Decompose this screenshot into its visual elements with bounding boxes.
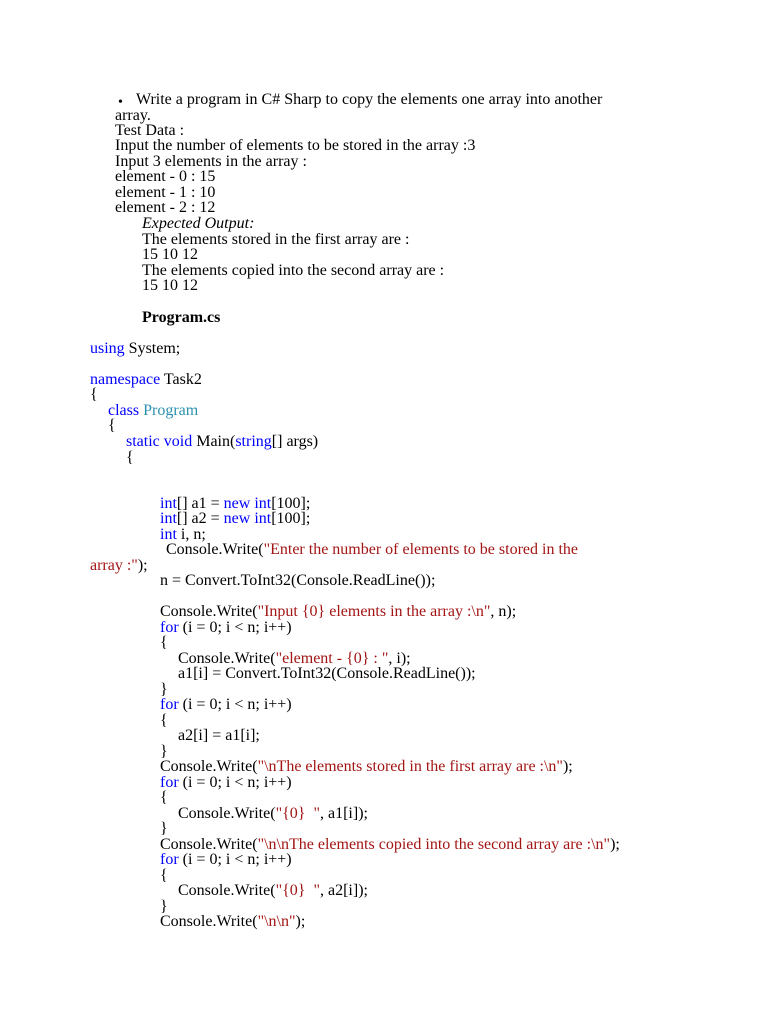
bullet-icon: • — [118, 95, 123, 110]
code-text: Console.Write( — [160, 603, 258, 620]
string-literal: "Input {0} elements in the array :\n" — [257, 603, 491, 620]
code-a2-decl — [160, 511, 310, 527]
keyword: for — [160, 774, 179, 791]
code-brace: } — [160, 820, 168, 837]
string-literal: "\n\nThe elements copied into the second array are :\n" — [257, 836, 611, 853]
string-literal: array :" — [90, 557, 138, 574]
code-brace: { — [160, 789, 168, 806]
code-stored-msg — [160, 759, 573, 775]
code-text: , n); — [490, 603, 517, 620]
task-description-line-2: array. — [115, 107, 151, 124]
keyword: new — [223, 510, 251, 527]
keyword: int — [160, 510, 177, 527]
file-name-heading: Program.cs — [142, 309, 221, 326]
keyword: for — [160, 851, 179, 868]
keyword: string — [235, 433, 272, 450]
string-literal: "Enter the number of elements to be stored in the — [263, 541, 578, 558]
type-name: Program — [143, 402, 199, 419]
code-text: Main( — [196, 433, 236, 450]
code-for-loop-1 — [160, 620, 292, 636]
code-brace: } — [160, 743, 168, 760]
element-1-line: element - 1 : 10 — [115, 184, 216, 201]
code-text: ); — [562, 758, 573, 775]
string-literal: "\n\n" — [257, 913, 296, 930]
code-text: [] a1 = — [176, 495, 224, 512]
code-text: Console.Write( — [160, 758, 258, 775]
code-for-loop-4 — [160, 852, 292, 868]
element-2-line: element - 2 : 12 — [115, 199, 216, 216]
keyword: void — [163, 433, 193, 450]
code-text: Console.Write( — [166, 541, 264, 558]
code-text: ); — [137, 557, 148, 574]
expected-output-label: Expected Output: — [142, 215, 255, 232]
code-text: System; — [124, 340, 181, 357]
code-main-line — [126, 434, 318, 450]
code-text: [100]; — [271, 495, 311, 512]
code-print-a2 — [178, 883, 368, 899]
code-brace: { — [160, 634, 168, 651]
element-0-line: element - 0 : 15 — [115, 168, 216, 185]
code-copy-stmt: a2[i] = a1[i]; — [178, 727, 260, 744]
code-text: , a1[i]); — [319, 805, 368, 822]
output-line-1: The elements stored in the first array are : — [142, 231, 410, 248]
keyword: int — [160, 526, 177, 543]
keyword: for — [160, 619, 179, 636]
code-brace: { — [126, 449, 134, 466]
output-line-3: The elements copied into the second array are : — [142, 262, 445, 279]
input-count-line: Input the number of elements to be stored in the array :3 — [115, 137, 476, 154]
string-literal: "\nThe elements stored in the first array are :\n" — [257, 758, 563, 775]
code-for-loop-3 — [160, 775, 292, 791]
code-prompt-line-1 — [166, 542, 578, 558]
code-text: Console.Write( — [178, 882, 276, 899]
keyword: class — [108, 402, 140, 419]
input-elements-line: Input 3 elements in the array : — [115, 153, 307, 170]
code-text: Task2 — [160, 371, 202, 388]
code-text: [] args) — [271, 433, 319, 450]
code-brace: { — [90, 386, 98, 403]
keyword: int — [254, 495, 272, 512]
code-for-loop-2 — [160, 697, 292, 713]
code-prompt-line-2 — [90, 558, 148, 574]
keyword: new — [223, 495, 251, 512]
task-description-line-1: Write a program in C# Sharp to copy the elements one array into another — [136, 91, 603, 108]
code-text: (i = 0; i < n; i++) — [178, 619, 292, 636]
string-literal: "{0} " — [275, 805, 320, 822]
code-namespace-line — [90, 372, 202, 388]
code-text: (i = 0; i < n; i++) — [178, 851, 292, 868]
keyword: for — [160, 696, 179, 713]
string-literal: "element - {0} : " — [275, 650, 389, 667]
code-text: ); — [295, 913, 306, 930]
code-final-newlines — [160, 914, 305, 930]
code-text: (i = 0; i < n; i++) — [178, 696, 292, 713]
code-class-line — [108, 403, 198, 419]
keyword: int — [254, 510, 272, 527]
keyword: using — [90, 340, 125, 357]
code-using-line — [90, 341, 180, 357]
code-brace: { — [160, 712, 168, 729]
output-line-2: 15 10 12 — [142, 246, 198, 263]
code-brace: } — [160, 681, 168, 698]
code-text: , a2[i]); — [319, 882, 368, 899]
code-input-prompt — [160, 604, 516, 620]
code-text: Console.Write( — [178, 805, 276, 822]
code-text: Console.Write( — [160, 913, 258, 930]
code-text: i, n; — [176, 526, 206, 543]
code-read-n: n = Convert.ToInt32(Console.ReadLine()); — [160, 572, 436, 589]
code-text: [] a2 = — [176, 510, 224, 527]
code-brace: } — [160, 898, 168, 915]
test-data-label: Test Data : — [115, 122, 185, 139]
keyword: static — [126, 433, 160, 450]
code-text: Console.Write( — [160, 836, 258, 853]
code-text: , i); — [388, 650, 411, 667]
code-brace: { — [160, 867, 168, 884]
code-text: ); — [610, 836, 620, 853]
code-text: [100]; — [271, 510, 311, 527]
output-line-4: 15 10 12 — [142, 277, 198, 294]
keyword: namespace — [90, 371, 161, 388]
string-literal: "{0} " — [275, 882, 320, 899]
code-brace: { — [108, 417, 116, 434]
code-print-a1 — [178, 806, 368, 822]
code-read-a1: a1[i] = Convert.ToInt32(Console.ReadLine()); — [178, 665, 476, 682]
code-text: Console.Write( — [178, 650, 276, 667]
keyword: int — [160, 495, 177, 512]
code-text: (i = 0; i < n; i++) — [178, 774, 292, 791]
